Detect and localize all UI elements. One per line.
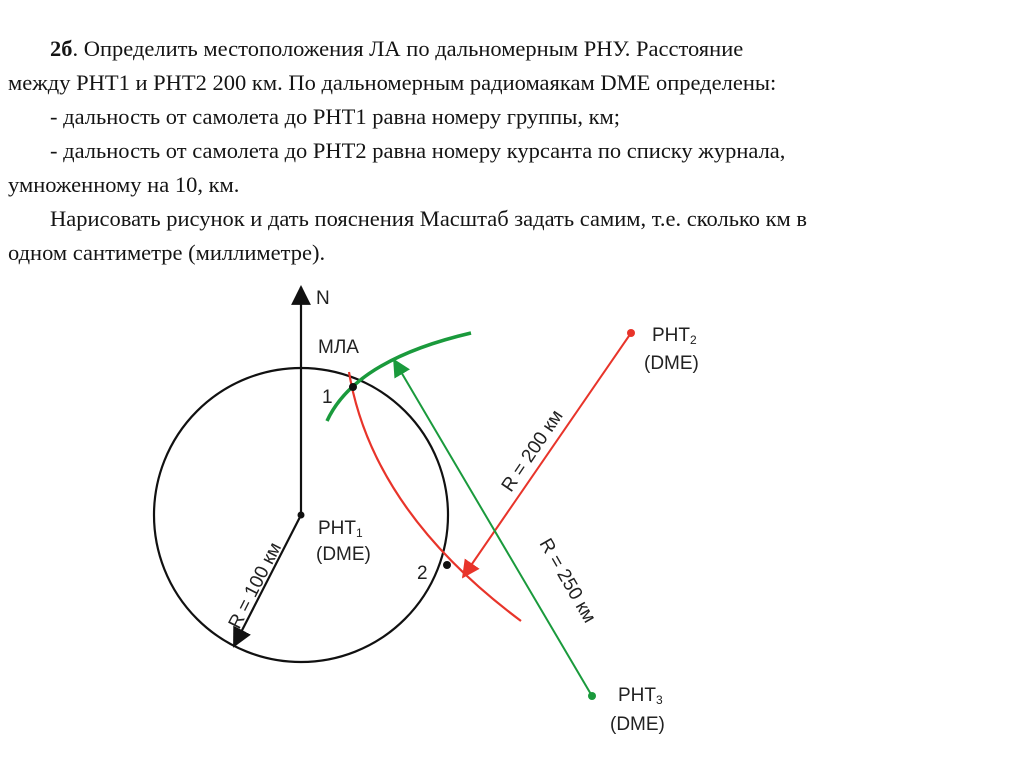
task-line-3: - дальность от самолета до РНТ1 равна номеру группы, км; bbox=[50, 104, 621, 129]
rnt3-type-label: (DME) bbox=[610, 714, 665, 735]
task-line-4: - дальность от самолета до РНТ2 равна номеру курсанта по списку журнала, bbox=[50, 138, 786, 163]
rnt1-type-label: (DME) bbox=[316, 544, 371, 565]
radius-250-arrow bbox=[394, 360, 592, 696]
rnt2-type-label: (DME) bbox=[644, 353, 699, 374]
intersection-point-2 bbox=[443, 561, 451, 569]
rnt1-subscript: 1 bbox=[356, 526, 363, 540]
rnt1-label bbox=[318, 518, 363, 540]
mla-label: МЛА bbox=[318, 337, 359, 358]
task-number: 2б bbox=[50, 36, 73, 61]
task-line-7: одном сантиметре (миллиметре). bbox=[8, 240, 326, 265]
rnt2-range-arc bbox=[349, 372, 521, 621]
rnt2-dot bbox=[627, 329, 635, 337]
rnt2-label bbox=[652, 325, 697, 347]
intersection-point-1 bbox=[349, 383, 357, 391]
rnt3-subscript: 3 bbox=[656, 693, 663, 707]
point-1-label: 1 bbox=[322, 387, 333, 408]
rnt2-subscript: 2 bbox=[690, 333, 697, 347]
rnt2-name: РНТ bbox=[652, 325, 690, 346]
rnt3-dot bbox=[588, 692, 596, 700]
rnt1-dot bbox=[298, 512, 305, 519]
rnt3-name: РНТ bbox=[618, 685, 656, 706]
radius-250-label: R = 250 км bbox=[534, 535, 600, 627]
radius-200-label: R = 200 км bbox=[497, 406, 568, 496]
rnt3-label bbox=[618, 685, 663, 707]
task-title: . Определить местоположения ЛА по дальномерным РНУ. Расстояние bbox=[72, 36, 744, 61]
task-line-6: Нарисовать рисунок и дать пояснения Масштаб задать самим, т.е. сколько км в bbox=[50, 206, 808, 231]
point-2-label: 2 bbox=[417, 563, 428, 584]
radius-100-label: R = 100 км bbox=[224, 539, 287, 633]
task-line-5: умноженному на 10, км. bbox=[8, 172, 240, 197]
rnt1-name: РНТ bbox=[318, 518, 356, 539]
north-label: N bbox=[316, 288, 330, 309]
task-line-2: между РНТ1 и РНТ2 200 км. По дальномерным радиомаякам DME определены: bbox=[8, 70, 777, 95]
